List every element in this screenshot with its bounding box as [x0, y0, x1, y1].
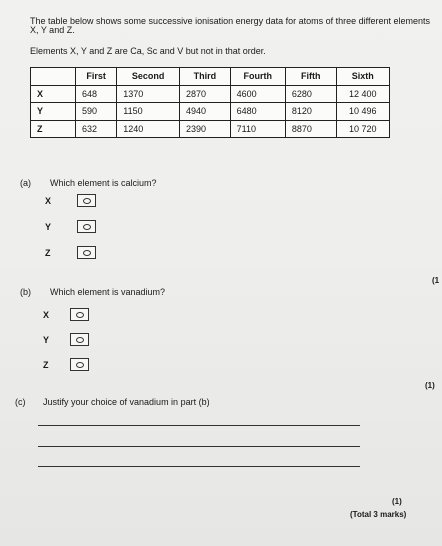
table-cell: 10 720	[336, 120, 389, 138]
question-c-text: Justify your choice of vanadium in part (b)	[43, 397, 210, 407]
table-cell: 1240	[117, 120, 180, 138]
question-b-label: (b)	[20, 287, 31, 297]
table-header: First	[76, 68, 117, 86]
table-cell: 8120	[285, 103, 336, 121]
question-a-label: (a)	[20, 178, 31, 188]
option-b-z-radio[interactable]	[70, 358, 89, 371]
total-marks: (Total 3 marks)	[350, 510, 407, 519]
table-cell: 8870	[285, 120, 336, 138]
table-header-row	[31, 68, 390, 86]
row-label: Y	[31, 103, 76, 121]
answer-line-1[interactable]	[38, 425, 360, 426]
option-b-y-label: Y	[43, 335, 50, 345]
option-a-y-radio[interactable]	[77, 220, 96, 233]
table-cell: 632	[76, 120, 117, 138]
table-cell: 590	[76, 103, 117, 121]
table-cell: 1370	[117, 85, 180, 103]
mark-c: (1)	[392, 497, 402, 506]
table-header: Third	[180, 68, 231, 86]
table-cell: 4600	[230, 85, 285, 103]
ionisation-energy-table	[30, 67, 390, 138]
answer-line-2[interactable]	[38, 446, 360, 447]
option-a-y-label: Y	[45, 222, 52, 232]
row-label: X	[31, 85, 76, 103]
table-cell: 12 400	[336, 85, 389, 103]
option-a-z-label: Z	[45, 248, 51, 258]
intro-text: The table below shows some successive ionisation energy data for atoms of three different elements X, Y and Z.	[30, 16, 431, 35]
table-cell: 648	[76, 85, 117, 103]
question-b-text: Which element is vanadium?	[50, 287, 166, 297]
table-row	[31, 120, 390, 138]
option-b-x-label: X	[43, 310, 50, 320]
option-b-z-label: Z	[43, 360, 49, 370]
option-a-x-radio[interactable]	[77, 194, 96, 207]
mark-a: (1	[432, 276, 440, 285]
question-c-label: (c)	[15, 397, 26, 407]
table-cell: 4940	[180, 103, 231, 121]
option-a-x-label: X	[45, 196, 52, 206]
table-cell: 1150	[117, 103, 180, 121]
table-cell: 7110	[230, 120, 285, 138]
table-cell: 2390	[180, 120, 231, 138]
table-cell: 6480	[230, 103, 285, 121]
option-a-z-radio[interactable]	[77, 246, 96, 259]
option-b-y-radio[interactable]	[70, 333, 89, 346]
table-header: Fifth	[285, 68, 336, 86]
row-label: Z	[31, 120, 76, 138]
table-row	[31, 103, 390, 121]
answer-line-3[interactable]	[38, 466, 360, 467]
option-b-x-radio[interactable]	[70, 308, 89, 321]
table-header: Second	[117, 68, 180, 86]
table-cell: 2870	[180, 85, 231, 103]
intro-constraint-text: Elements X, Y and Z are Ca, Sc and V but not in that order.	[30, 46, 266, 56]
table-header: Fourth	[230, 68, 285, 86]
table-cell: 10 496	[336, 103, 389, 121]
table-header	[31, 68, 76, 86]
mark-b: (1)	[425, 381, 435, 390]
table-row	[31, 85, 390, 103]
table-cell: 6280	[285, 85, 336, 103]
question-a-text: Which element is calcium?	[50, 178, 157, 188]
table-header: Sixth	[336, 68, 389, 86]
